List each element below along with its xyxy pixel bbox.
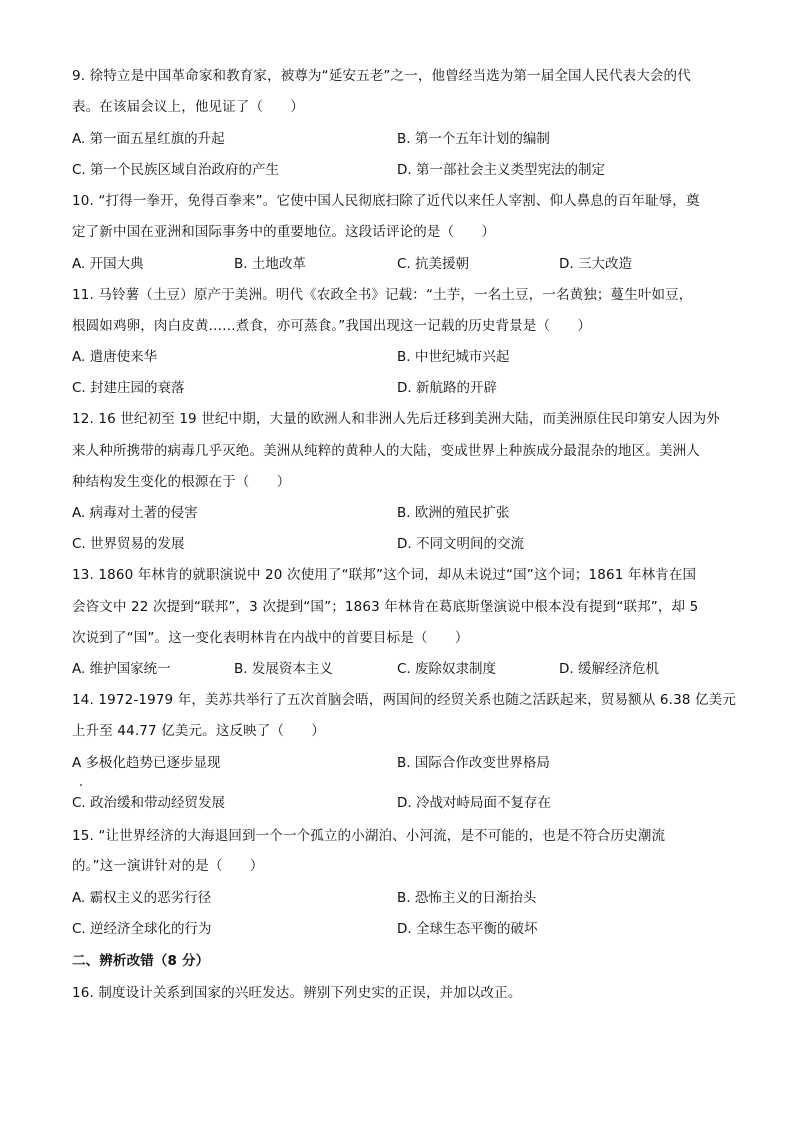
q11-option-d: D. 新航路的开辟 <box>397 380 497 396</box>
q12-option-a: A. 病毒对土著的侵害 <box>72 505 198 521</box>
q15-stem-line2: 的。”这一演讲针对的是（ ） <box>72 858 264 874</box>
q10-option-a: A. 开国大典 <box>72 256 144 272</box>
q9-stem-line2: 表。在该届会议上，他见证了（ ） <box>72 99 305 115</box>
q10-option-b: B. 土地改革 <box>234 256 306 272</box>
q15-option-d: D. 全球生态平衡的破坏 <box>397 921 538 937</box>
q12-stem-line3: 种结构发生变化的根源在于（ ） <box>72 474 291 490</box>
q13-stem-line1: 13. 1860 年林肯的就职演说中 20 次使用了“联邦”这个词，却从未说过“国”这个词；1861 年林肯在国 <box>72 567 697 583</box>
q12-stem-line1: 12. 16 世纪初至 19 世纪中期，大量的欧洲人和非洲人先后迁移到美洲大陆，而美洲原住民印第安人因为外 <box>72 411 720 427</box>
q11-option-a: A. 遣唐使来华 <box>72 349 158 365</box>
q9-option-a: A. 第一面五星红旗的升起 <box>72 131 225 147</box>
q13-option-a: A. 维护国家统一 <box>72 661 171 677</box>
q13-stem-line2: 会咨文中 22 次提到“联邦”，3 次提到“国”；1863 年林肯在葛底斯堡演说中根本没有提到“联邦”，却 5 <box>72 599 699 615</box>
q14-option-b: B. 国际合作改变世界格局 <box>397 755 550 771</box>
q12-option-b: B. 欧洲的殖民扩张 <box>397 505 510 521</box>
q15-stem-line1: 15. “让世界经济的大海退回到一个一个孤立的小湖泊、小河流，是不可能的，也是不符合历史潮流 <box>72 828 666 844</box>
q9-stem-line1: 9. 徐特立是中国革命家和教育家，被尊为“延安五老”之一，他曾经当选为第一届全国人民代表大会的代 <box>72 68 691 84</box>
q14-stem-line2: 上升至 44.77 亿美元。这反映了（ ） <box>72 723 326 739</box>
q13-option-c: C. 废除奴隶制度 <box>397 661 497 677</box>
q11-option-b: B. 中世纪城市兴起 <box>397 349 510 365</box>
q13-stem-line3: 次说到了“国”。这一变化表明林肯在内战中的首要目标是（ ） <box>72 630 469 646</box>
q14-option-c: C. 政治缓和带动经贸发展 <box>72 795 226 811</box>
q10-option-d: D. 三大改造 <box>559 256 632 272</box>
q11-stem-line2: 根圆如鸡卵，肉白皮黄……煮食，亦可蒸食。”我国出现这一记载的历史背景是（ ） <box>72 318 592 334</box>
q10-option-c: C. 抗美援朝 <box>397 256 470 272</box>
q9-option-c: C. 第一个民族区域自治政府的产生 <box>72 162 280 178</box>
q15-option-b: B. 恐怖主义的日渐抬头 <box>397 890 537 906</box>
q15-option-a: A. 霸权主义的恶劣行径 <box>72 890 212 906</box>
q14-option-d: D. 冷战对峙局面不复存在 <box>397 795 551 811</box>
q9-option-d: D. 第一部社会主义类型宪法的制定 <box>397 162 605 178</box>
q16-stem-line1: 16. 制度设计关系到国家的兴旺发达。辨别下列史实的正误，并加以改正。 <box>72 985 522 1001</box>
q12-option-d: D. 不同文明间的交流 <box>397 536 524 552</box>
q11-option-c: C. 封建庄园的衰落 <box>72 380 185 396</box>
q12-option-c: C. 世界贸易的发展 <box>72 536 185 552</box>
q11-stem-line1: 11. 马铃薯（土豆）原产于美洲。明代《农政全书》记载：“土芋，一名土豆，一名黄独；蔓生叶如豆， <box>72 287 693 303</box>
q13-option-b: B. 发展资本主义 <box>234 661 333 677</box>
q15-option-c: C. 逆经济全球化的行为 <box>72 921 212 937</box>
stray-dot <box>80 784 82 786</box>
section-heading: 二、辨析改错（8 分） <box>72 953 210 969</box>
q14-stem-line1: 14. 1972-1979 年，美苏共举行了五次首脑会晤，两国间的经贸关系也随之活跃起来，贸易额从 6.38 亿美元 <box>72 692 736 708</box>
q10-stem-line1: 10. “打得一拳开，免得百拳来”。它使中国人民彻底扫除了近代以来任人宰割、仰人鼻息的百年耻辱，奠 <box>72 193 700 209</box>
q14-option-a: A 多极化趋势已逐步显现 <box>72 755 221 771</box>
q13-option-d: D. 缓解经济危机 <box>559 661 659 677</box>
q10-stem-line2: 定了新中国在亚洲和国际事务中的重要地位。这段话评论的是（ ） <box>72 224 496 240</box>
q9-option-b: B. 第一个五年计划的编制 <box>397 131 550 147</box>
q12-stem-line2: 来人种所携带的病毒几乎灭绝。美洲从纯粹的黄种人的大陆，变成世界上种族成分最混杂的地区。美洲人 <box>72 443 700 459</box>
